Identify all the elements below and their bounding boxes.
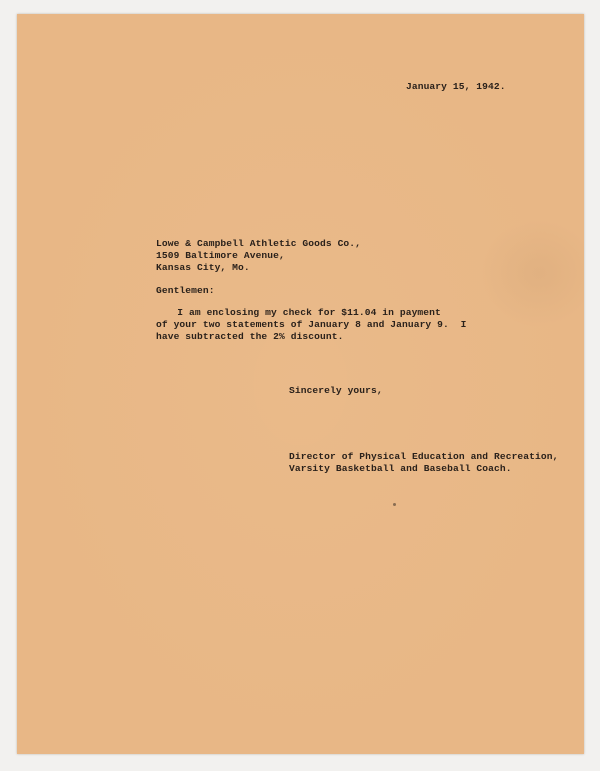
paper-speck xyxy=(393,503,396,506)
letter-date: January 15, 1942. xyxy=(406,81,506,92)
recipient-address-line: Lowe & Campbell Athletic Goods Co., xyxy=(156,238,362,249)
signature-title-line: Director of Physical Education and Recreation, xyxy=(289,451,559,462)
recipient-address-line: Kansas City, Mo. xyxy=(156,262,250,273)
body-line: of your two statements of January 8 and January 9. I xyxy=(156,319,467,330)
body-line: I am enclosing my check for $11.04 in payment xyxy=(148,307,441,318)
letter-page xyxy=(17,14,584,754)
recipient-address-line: 1509 Baltimore Avenue, xyxy=(156,250,285,261)
body-line: have subtracted the 2% discount. xyxy=(156,331,344,342)
signature-title-line: Varsity Basketball and Baseball Coach. xyxy=(289,463,512,474)
closing: Sincerely yours, xyxy=(289,385,383,396)
salutation: Gentlemen: xyxy=(156,285,215,296)
